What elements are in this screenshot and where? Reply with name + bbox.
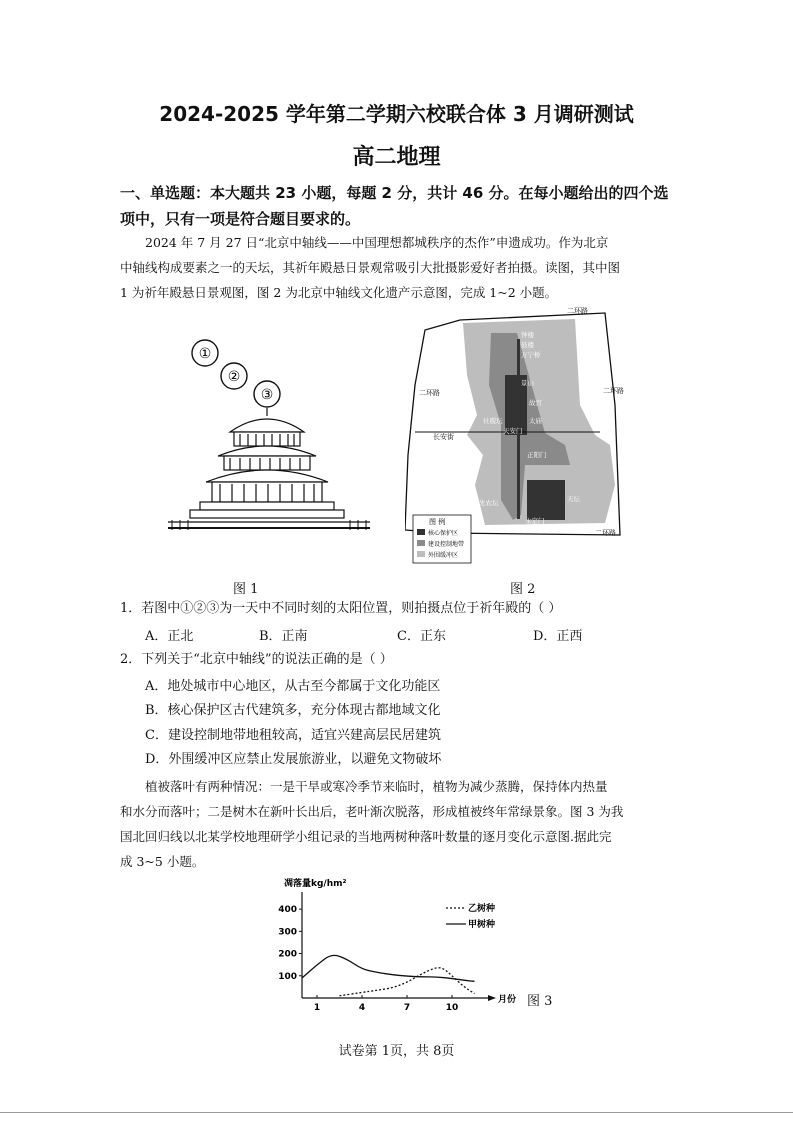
figure-2-caption: 图 2 (510, 582, 536, 597)
passage-1-line2: 中轴线构成要素之一的天坛，其祈年殿悬日景观常吸引大批摄影爱好者拍摄。读图，其中图 (120, 260, 621, 275)
x-tick-label: 4 (358, 1003, 366, 1013)
svg-text:①: ① (198, 346, 212, 362)
road-label-right: 二环路 (603, 387, 624, 395)
site-label-yongdingmen: 永定门 (525, 517, 545, 525)
x-tick-label: 7 (403, 1003, 411, 1013)
road-label-changan: 长安街 (433, 433, 454, 441)
site-label-zhonglou: 钟楼 (521, 331, 534, 339)
map-legend (413, 515, 471, 563)
legend-title: 图 例 (429, 518, 446, 526)
site-label-zhengyangmen: 正阳门 (527, 451, 547, 459)
legend-buffer: 外围缓冲区 (428, 552, 459, 559)
x-tick-label: 1 (313, 1003, 321, 1013)
section-heading (120, 180, 680, 232)
q1-option-c[interactable]: C．正东 (397, 629, 446, 644)
passage-1-line3: 1 为祈年殿悬日景观图，图 2 为北京中轴线文化遗产示意图，完成 1~2 小题。 (120, 285, 558, 300)
core-zone-temple (527, 480, 565, 520)
question-2-stem: 2．下列关于“北京中轴线”的说法正确的是（ ） (120, 652, 393, 667)
x-tick-label: 10 (445, 1003, 459, 1013)
x-axis-arrow (488, 995, 496, 1001)
legend-label-0: 乙树种 (468, 904, 496, 914)
q1-option-a[interactable]: A．正北 (145, 629, 194, 644)
site-label-tiantan: 天坛 (567, 495, 580, 503)
y-tick-label: 200 (278, 949, 297, 960)
svg-text:②: ② (227, 369, 241, 385)
figure-3-chart (270, 872, 530, 1020)
road-label-top: 二环路 (567, 307, 588, 315)
q2-option-a[interactable]: A．地处城市中心地区，从古至今都属于文化功能区 (145, 679, 441, 694)
passage-2-line3: 国北回归线以北某学校地理研学小组记录的当地两树种落叶数量的逐月变化示意图.据此完 (120, 829, 612, 844)
site-label-shejitan: 社稷坛 (483, 417, 503, 425)
passage-1 (120, 230, 676, 305)
figure-3-caption: 图 3 (527, 994, 553, 1009)
passage-1-line1: 2024 年 7 月 27 日“北京中轴线——中国理想都城秩序的杰作”申遗成功。作为北京 (145, 235, 609, 250)
sun-1 (192, 340, 218, 366)
q1-option-b[interactable]: B．正南 (259, 629, 308, 644)
sun-3 (254, 381, 280, 407)
road-label-left: 二环路 (419, 389, 440, 397)
figure-1-caption: 图 1 (233, 582, 259, 597)
passage-2 (120, 774, 676, 874)
chart-xlabel: 月份 (498, 995, 517, 1005)
passage-2-line1: 植被落叶有两种情况：一是干旱或寒冷季节来临时，植物为减少蒸腾，保持体内热量 (145, 779, 608, 794)
passage-2-line2: 和水分而落叶；二是树木在新叶长出后，老叶渐次脱落，形成植被终年常绿景象。图 3 为我 (120, 804, 624, 819)
legend-core: 核心保护区 (428, 530, 459, 537)
road-label-bottom: 二环路 (595, 529, 616, 537)
question-1-options (0, 625, 793, 647)
svg-text:③: ③ (260, 387, 274, 403)
q1-option-d[interactable]: D．正西 (533, 629, 583, 644)
site-label-gulou: 鼓楼 (521, 341, 534, 349)
q2-option-b[interactable]: B．核心保护区古代建筑多，充分体现古都地域文化 (145, 703, 441, 718)
legend-control: 建设控制地带 (428, 541, 465, 548)
site-label-wanningqiao: 万宁桥 (521, 351, 541, 359)
chart-ylabel: 凋落量kg/hm² (284, 879, 347, 889)
figure-1-temple (160, 330, 380, 540)
page-footer: 试卷第 1页，共 8页 (338, 1044, 455, 1059)
y-tick-label: 400 (278, 905, 297, 916)
question-1-stem: 1．若图中①②③为一天中不同时刻的太阳位置，则拍摄点位于祈年殿的（ ） (120, 601, 562, 616)
q2-option-c[interactable]: C．建设控制地带地租较高，适宜兴建高层民居建筑 (145, 728, 441, 743)
y-tick-label: 100 (278, 971, 297, 982)
exam-title: 2024-2025 学年第二学期六校联合体 3 月调研测试 (159, 102, 634, 126)
section-heading-line1: 一、单选题：本大题共 23 小题，每题 2 分，共计 46 分。在每小题给出的四个选 (120, 184, 669, 202)
temple-of-heaven-drawing (168, 408, 370, 530)
sun-2 (221, 363, 247, 389)
figure-2-map (405, 305, 645, 567)
site-label-taimiao: 太庙 (529, 417, 542, 425)
section-heading-line2: 项中，只有一项是符合题目要求的。 (120, 210, 361, 228)
site-label-jingshan: 景山 (521, 379, 534, 387)
page-bottom-rule (0, 1112, 793, 1113)
site-label-tiananmen: 天安门 (503, 427, 523, 435)
q2-option-d[interactable]: D．外围缓冲区应禁止发展旅游业，以避免文物破坏 (145, 752, 442, 767)
site-label-gugong: 故宫 (529, 399, 542, 407)
series-line-1 (340, 968, 475, 996)
series-line-0 (302, 955, 475, 981)
legend-label-1: 甲树种 (468, 920, 496, 930)
site-label-xiannongtan: 先农坛 (479, 499, 499, 507)
y-tick-label: 300 (278, 927, 297, 938)
passage-2-line4: 成 3~5 小题。 (120, 854, 205, 869)
subject-title: 高二地理 (352, 145, 441, 170)
